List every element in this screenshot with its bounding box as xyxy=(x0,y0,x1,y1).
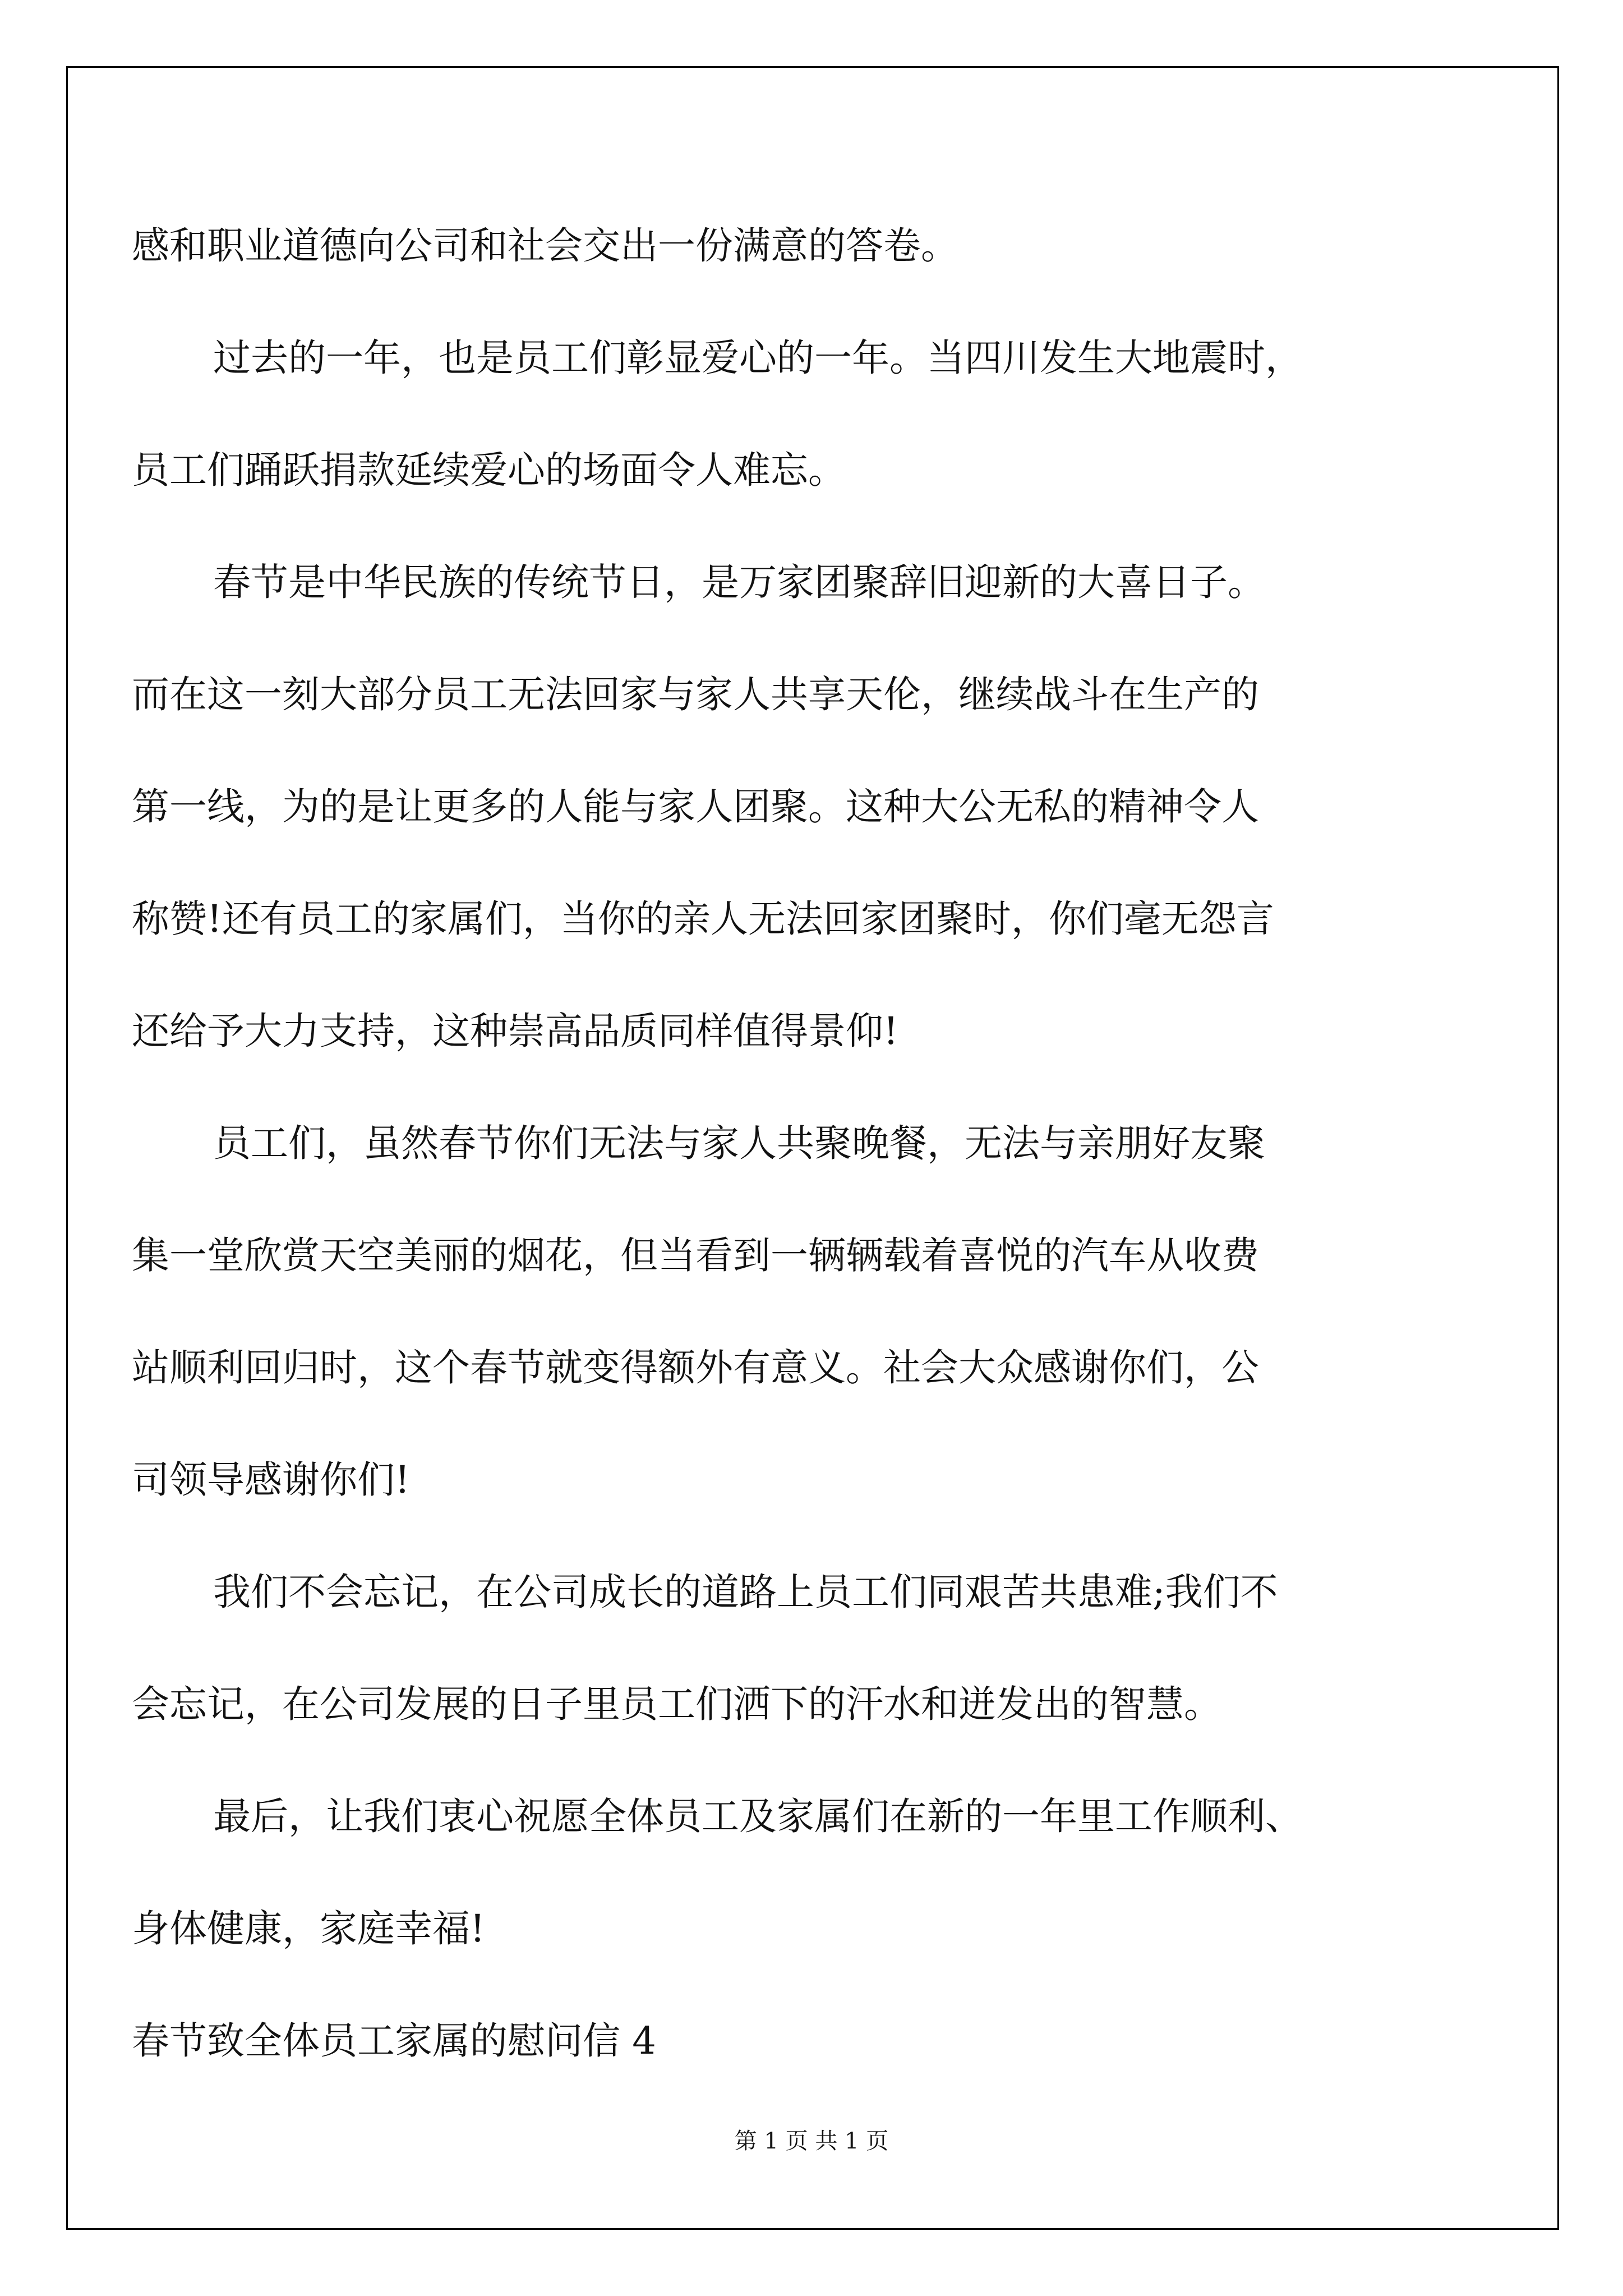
paragraph-first-line: 我们不会忘记，在公司成长的道路上员工们同艰苦共患难;我们不 xyxy=(213,1570,1278,1614)
text-line: 司领导感谢你们! xyxy=(132,1458,410,1502)
text-line: 身体健康，家庭幸福! xyxy=(132,1907,485,1950)
text-line: 站顺利回归时，这个春节就变得额外有意义。社会大众感谢你们，公 xyxy=(132,1346,1259,1389)
paragraph-first-line: 员工们，虽然春节你们无法与家人共聚晚餐，无法与亲朋好友聚 xyxy=(213,1121,1265,1165)
text-line: 集一堂欣赏天空美丽的烟花，但当看到一辆辆载着喜悦的汽车从收费 xyxy=(132,1234,1259,1277)
paragraph-first-line: 春节是中华民族的传统节日，是万家团聚辞旧迎新的大喜日子。 xyxy=(213,560,1265,604)
text-line: 第一线，为的是让更多的人能与家人团聚。这种大公无私的精神令人 xyxy=(132,785,1259,829)
text-line: 而在这一刻大部分员工无法回家与家人共享天伦，继续战斗在生产的 xyxy=(132,673,1259,716)
text-line: 员工们踊跃捐款延续爱心的场面令人难忘。 xyxy=(132,448,846,492)
text-line: 感和职业道德向公司和社会交出一份满意的答卷。 xyxy=(132,224,958,268)
text-line: 还给予大力支持，这种崇高品质同样值得景仰! xyxy=(132,1009,898,1053)
text-line: 会忘记，在公司发展的日子里员工们洒下的汗水和迸发出的智慧。 xyxy=(132,1682,1221,1726)
paragraph-first-line: 过去的一年，也是员工们彰显爱心的一年。当四川发生大地震时， xyxy=(213,336,1303,380)
page-number: 第 1 页 共 1 页 xyxy=(734,2128,889,2154)
text-line: 称赞!还有员工的家属们，当你的亲人无法回家团聚时，你们毫无怨言 xyxy=(132,897,1274,941)
section-heading: 春节致全体员工家属的慰问信 4 xyxy=(132,2019,656,2063)
paragraph-first-line: 最后，让我们衷心祝愿全体员工及家属们在新的一年里工作顺利、 xyxy=(213,1795,1303,1838)
